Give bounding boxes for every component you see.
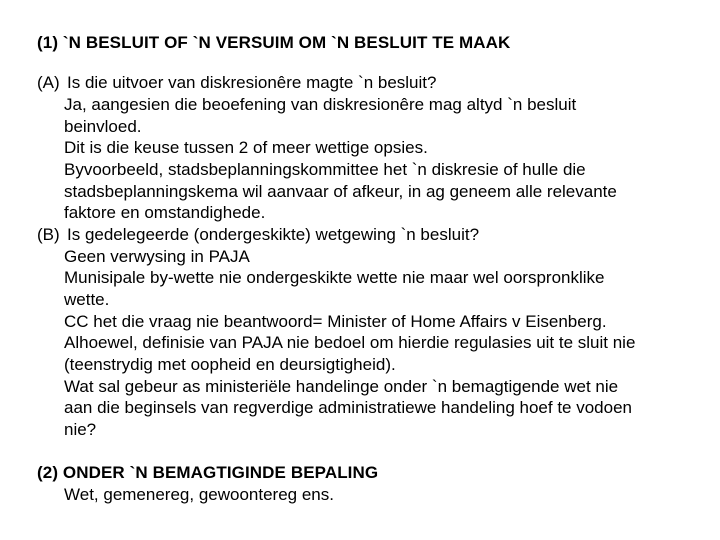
sub-a-line: Byvoorbeeld, stadsbeplanningskommittee het `n diskresie of hulle die [64, 160, 586, 179]
section-1-heading: (1) `N BESLUIT OF `N VERSUIM OM `N BESLUIT TE MAAK [37, 33, 511, 52]
section-2-line: Wet, gemenereg, gewoontereg ens. [64, 485, 334, 504]
sub-b-line: (teenstrydig met oopheid en deursigtigheid). [64, 355, 396, 374]
sub-b-line: Geen verwysing in PAJA [64, 247, 250, 266]
sub-a-question: Is die uitvoer van diskresionêre magte `n besluit? [67, 73, 437, 92]
sub-b-line: nie? [64, 420, 97, 439]
sub-b-line: Munisipale by-wette nie ondergeskikte wette nie maar wel oorspronklike [64, 268, 605, 287]
sub-b-line: Alhoewel, definisie van PAJA nie bedoel om hierdie regulasies uit te sluit nie [64, 333, 636, 352]
sub-a-line: Ja, aangesien die beoefening van diskresionêre mag altyd `n besluit [64, 95, 577, 114]
sub-b-line: Wat sal gebeur as ministeriële handelinge onder `n bemagtigende wet nie [64, 377, 619, 396]
sub-a-line: stadsbeplanningskema wil aanvaar of afkeur, in ag geneem alle relevante [64, 182, 617, 201]
sub-b-marker: (B) [37, 225, 60, 244]
sub-b-line: CC het die vraag nie beantwoord= Minister of Home Affairs v Eisenberg. [64, 312, 607, 331]
sub-a-line: faktore en omstandighede. [64, 203, 266, 222]
sub-b-question: Is gedelegeerde (ondergeskikte) wetgewing `n besluit? [67, 225, 480, 244]
sub-a-marker: (A) [37, 73, 60, 92]
section-2-heading: (2) ONDER `N BEMAGTIGINDE BEPALING [37, 463, 379, 482]
sub-a-line: beinvloed. [64, 117, 142, 136]
sub-a-line: Dit is die keuse tussen 2 of meer wettige opsies. [64, 138, 428, 157]
sub-b-line: wette. [64, 290, 110, 309]
sub-b-line: aan die beginsels van regverdige administratiewe handeling hoef te vodoen [64, 398, 632, 417]
